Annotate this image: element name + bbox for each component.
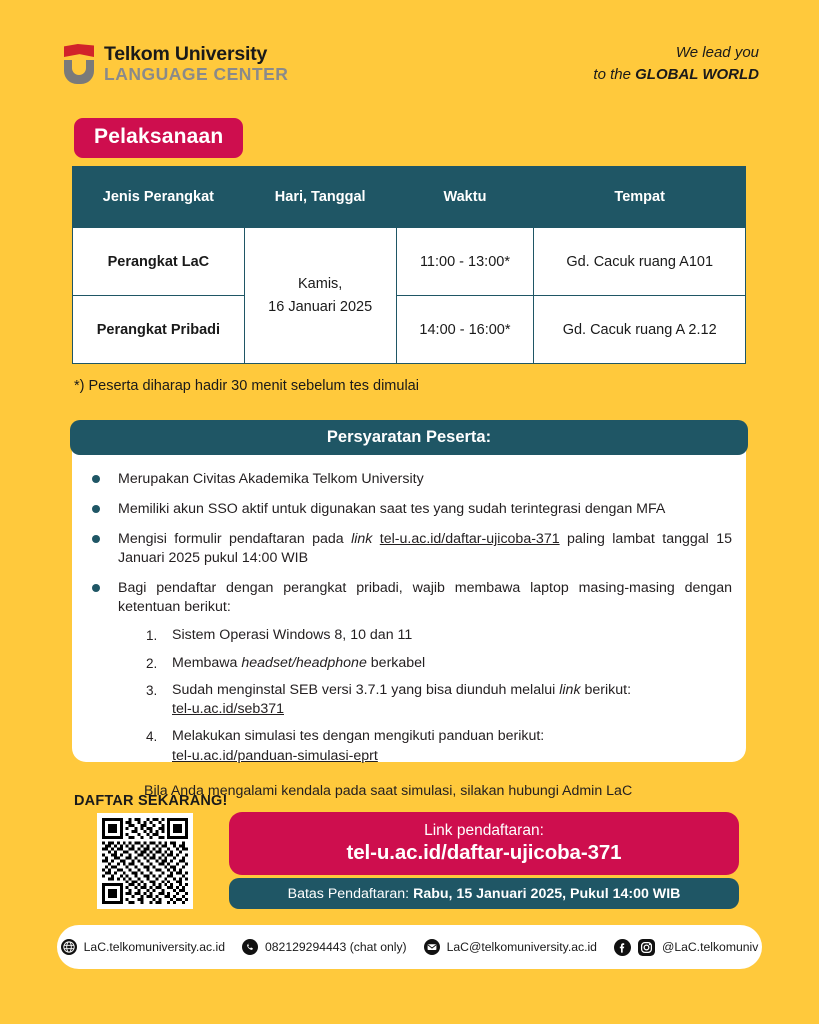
- logo-title-line1: Telkom University: [104, 43, 268, 65]
- registration-link-inline[interactable]: tel-u.ac.id/daftar-ujicoba-371: [379, 531, 560, 548]
- num2-pre: Membawa: [172, 654, 242, 671]
- whatsapp-icon: [242, 939, 258, 955]
- cell-jenis-perangkat-1: Perangkat LaC: [73, 228, 245, 296]
- bullet4-text: Bagi pendaftar dengan perangkat pribadi, wajib membawa laptop masing-masing dengan ketentuan berikut:: [118, 580, 732, 616]
- cell-hari-tanggal: [244, 228, 396, 364]
- registration-deadline-box: [229, 878, 739, 909]
- column-header-waktu: Waktu: [396, 167, 534, 228]
- cell-tempat-2: Gd. Cacuk ruang A 2.12: [534, 296, 746, 364]
- bullet3-italic: link: [351, 531, 373, 548]
- requirements-bullet-list: [92, 470, 732, 801]
- schedule-table: [72, 166, 746, 364]
- footer-website-text: LaC.telkomuniversity.ac.id: [83, 940, 225, 954]
- cell-waktu-2: 14:00 - 16:00*: [396, 296, 534, 364]
- num2-post: berkabel: [366, 654, 426, 671]
- footer-email[interactable]: [424, 939, 597, 955]
- list-item: [92, 530, 732, 568]
- deadline-value: Rabu, 15 Januari 2025, Pukul 14:00 WIB: [413, 885, 681, 902]
- tagline-line-1: We lead you: [675, 44, 759, 61]
- table-row: [73, 228, 746, 296]
- tagline-bold: GLOBAL WORLD: [635, 65, 759, 83]
- footer-social[interactable]: [614, 939, 758, 956]
- list-item: [144, 654, 732, 673]
- registration-link-title: Link pendaftaran:: [424, 822, 544, 839]
- cell-tempat-1: Gd. Cacuk ruang A101: [534, 228, 746, 296]
- logo-title-line2: LANGUAGE CENTER: [104, 63, 289, 84]
- column-header-hari-tanggal: Hari, Tanggal: [244, 167, 396, 228]
- header: [0, 0, 819, 105]
- seb-download-link[interactable]: tel-u.ac.id/seb371: [172, 701, 284, 718]
- num4-pre: Melakukan simulasi tes dengan mengikuti panduan berikut:: [172, 728, 545, 745]
- footer-contact-bar: [57, 925, 762, 969]
- bullet3-post: paling lambat tanggal 15 Januari 2025 pukul 14:00 WIB: [118, 531, 732, 567]
- footer-social-text: @LaC.telkomuniv: [661, 940, 759, 954]
- cell-waktu-1: 11:00 - 13:00*: [396, 228, 534, 296]
- date-line-1: Kamis,: [298, 276, 343, 293]
- num3-pre: Sudah menginstal SEB versi 3.7.1 yang bisa diunduh melalui: [172, 681, 560, 698]
- bullet3-space: [372, 531, 379, 547]
- tagline-line-2: [593, 64, 759, 86]
- cell-jenis-perangkat-2: Perangkat Pribadi: [73, 296, 245, 364]
- deadline-label: Batas Pendaftaran:: [287, 885, 410, 902]
- simulation-guide-link[interactable]: tel-u.ac.id/panduan-simulasi-eprt: [172, 747, 378, 764]
- instagram-icon[interactable]: [638, 939, 655, 956]
- envelope-icon: [424, 939, 440, 955]
- registration-link-box[interactable]: [229, 812, 739, 875]
- section-badge-pelaksanaan: Pelaksanaan: [74, 118, 243, 158]
- requirements-body: [92, 470, 732, 812]
- registration-link-url[interactable]: tel-u.ac.id/daftar-ujicoba-371: [346, 841, 622, 864]
- list-item: [92, 579, 732, 801]
- list-item: Merupakan Civitas Akademika Telkom University: [92, 470, 732, 489]
- telkom-university-logo-icon: [62, 44, 96, 84]
- list-item: Sistem Operasi Windows 8, 10 dan 11: [172, 627, 413, 644]
- footer-email-text: LaC@telkomuniversity.ac.id: [446, 940, 597, 954]
- tagline: [593, 42, 759, 86]
- requirements-numbered-list: [144, 626, 732, 766]
- list-item: Memiliki akun SSO aktif untuk digunakan saat tes yang sudah terintegrasi dengan MFA: [92, 500, 732, 519]
- footer-whatsapp[interactable]: [242, 939, 407, 955]
- requirements-note: Bila Anda mengalami kendala pada saat simulasi, silakan hubungi Admin LaC: [144, 783, 633, 800]
- column-header-jenis-perangkat: Jenis Perangkat: [73, 167, 245, 228]
- table-footnote: *) Peserta diharap hadir 30 menit sebelum tes dimulai: [74, 378, 419, 394]
- num2-italic: headset/headphone: [241, 654, 367, 671]
- date-line-2: 16 Januari 2025: [268, 298, 373, 315]
- qr-code-icon[interactable]: [97, 813, 193, 909]
- facebook-icon[interactable]: [614, 939, 631, 956]
- list-item: [144, 727, 732, 766]
- tagline-prefix: to the: [593, 65, 636, 83]
- num3-post: berikut:: [580, 681, 632, 698]
- bullet3-pre: Mengisi formulir pendaftaran pada: [118, 531, 352, 548]
- num3-italic: link: [559, 681, 581, 698]
- table-header-row: [73, 167, 746, 228]
- brand-logo: [62, 44, 288, 84]
- list-item: [144, 681, 732, 720]
- daftar-sekarang-label: DAFTAR SEKARANG!: [74, 793, 228, 809]
- globe-icon: [61, 939, 77, 955]
- column-header-tempat: Tempat: [534, 167, 746, 228]
- requirements-heading: Persyaratan Peserta:: [70, 420, 748, 455]
- footer-whatsapp-text: 082129294443 (chat only): [265, 940, 407, 954]
- footer-website[interactable]: [61, 939, 225, 955]
- table-row: [73, 296, 746, 364]
